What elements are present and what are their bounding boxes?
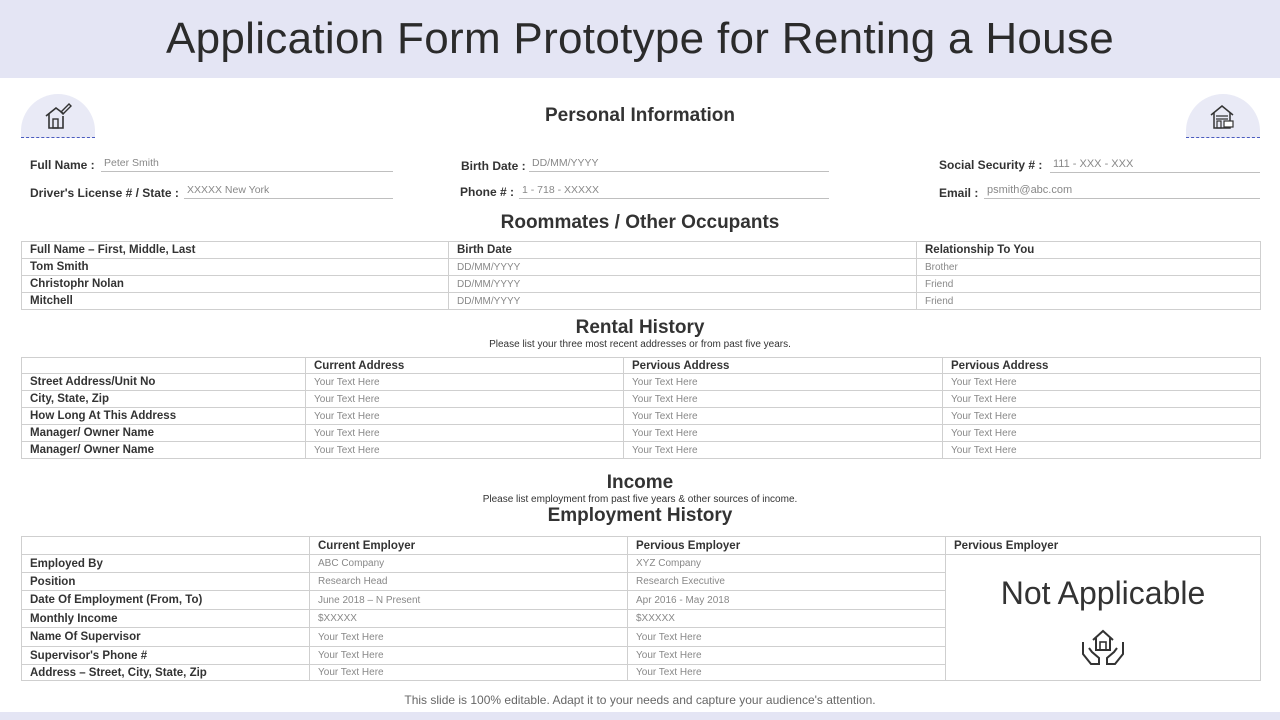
table-row bbox=[22, 425, 1261, 442]
rental-cell[interactable]: Your Text Here bbox=[943, 391, 1261, 408]
employment-cell[interactable]: ABC Company bbox=[310, 555, 628, 573]
roommate-birth[interactable]: DD/MM/YYYY bbox=[449, 293, 917, 310]
bottom-strip bbox=[0, 712, 1280, 720]
income-heading: Income bbox=[606, 472, 674, 493]
not-applicable-cell bbox=[946, 555, 1261, 681]
income-subheading: Please list employment from past five years & other sources of income. bbox=[482, 494, 798, 505]
rental-cell[interactable]: Your Text Here bbox=[306, 391, 624, 408]
hands-house-icon bbox=[1079, 622, 1127, 668]
rental-cell[interactable]: Your Text Here bbox=[943, 374, 1261, 391]
employment-cell[interactable]: Your Text Here bbox=[310, 628, 628, 647]
rental-cell[interactable]: Your Text Here bbox=[624, 391, 943, 408]
roommate-relationship[interactable]: Brother bbox=[917, 259, 1261, 276]
rental-history-heading: Rental History bbox=[575, 317, 705, 338]
roommate-relationship[interactable]: Friend bbox=[917, 276, 1261, 293]
rental-row-label: Street Address/Unit No bbox=[22, 374, 306, 391]
table-row bbox=[22, 259, 1261, 276]
roommate-name[interactable]: Christophr Nolan bbox=[22, 276, 449, 293]
roommate-birth[interactable]: DD/MM/YYYY bbox=[449, 276, 917, 293]
rental-cell[interactable]: Your Text Here bbox=[943, 425, 1261, 442]
employment-row-label: Name Of Supervisor bbox=[22, 628, 310, 647]
email-field[interactable]: psmith@abc.com bbox=[984, 184, 1260, 199]
employment-cell[interactable]: $XXXXX bbox=[310, 610, 628, 628]
phone-label: Phone # : bbox=[460, 185, 515, 199]
rental-cell[interactable]: Your Text Here bbox=[306, 408, 624, 425]
employment-history-heading: Employment History bbox=[547, 505, 733, 526]
employment-history-table bbox=[21, 536, 1261, 681]
rental-row-label: Manager/ Owner Name bbox=[22, 425, 306, 442]
employment-col-current: Current Employer bbox=[310, 537, 628, 555]
table-row bbox=[22, 408, 1261, 425]
roommates-heading: Roommates / Other Occupants bbox=[500, 212, 780, 233]
employment-cell[interactable]: Your Text Here bbox=[628, 628, 946, 647]
employment-row-label: Supervisor's Phone # bbox=[22, 647, 310, 665]
roommates-table bbox=[21, 241, 1261, 310]
employment-col-blank bbox=[22, 537, 310, 555]
phone-field[interactable]: 1 - 718 - XXXXX bbox=[519, 184, 829, 199]
rental-cell[interactable]: Your Text Here bbox=[624, 425, 943, 442]
roommate-relationship[interactable]: Friend bbox=[917, 293, 1261, 310]
not-applicable-text: Not Applicable bbox=[1000, 575, 1206, 611]
full-name-label: Full Name : bbox=[30, 158, 95, 172]
employment-row-label: Monthly Income bbox=[22, 610, 310, 628]
employment-cell[interactable]: XYZ Company bbox=[628, 555, 946, 573]
table-row bbox=[22, 555, 1261, 573]
employment-cell[interactable]: Apr 2016 - May 2018 bbox=[628, 591, 946, 610]
footer-note: This slide is 100% editable. Adapt it to your needs and capture your audience's attention. bbox=[404, 693, 876, 707]
roommate-name[interactable]: Mitchell bbox=[22, 293, 449, 310]
rental-row-label: How Long At This Address bbox=[22, 408, 306, 425]
email-label: Email : bbox=[939, 186, 979, 200]
rental-col-previous-2: Pervious Address bbox=[943, 358, 1261, 374]
rental-col-current: Current Address bbox=[306, 358, 624, 374]
roommates-col-name: Full Name – First, Middle, Last bbox=[22, 242, 449, 259]
table-row bbox=[22, 442, 1261, 459]
employment-row-label: Date Of Employment (From, To) bbox=[22, 591, 310, 610]
employment-col-previous-1: Pervious Employer bbox=[628, 537, 946, 555]
employment-col-previous-2: Pervious Employer bbox=[946, 537, 1261, 555]
ssn-label: Social Security # : bbox=[939, 158, 1043, 172]
birth-date-label: Birth Date : bbox=[461, 159, 526, 173]
employment-row-label: Address – Street, City, State, Zip bbox=[22, 665, 310, 681]
rental-col-previous-1: Pervious Address bbox=[624, 358, 943, 374]
table-row bbox=[22, 391, 1261, 408]
full-name-field[interactable]: Peter Smith bbox=[101, 157, 393, 172]
rental-cell[interactable]: Your Text Here bbox=[306, 442, 624, 459]
rental-cell[interactable]: Your Text Here bbox=[943, 442, 1261, 459]
employment-cell[interactable]: June 2018 – N Present bbox=[310, 591, 628, 610]
rental-cell[interactable]: Your Text Here bbox=[306, 425, 624, 442]
page-title: Application Form Prototype for Renting a House bbox=[165, 14, 1115, 63]
table-row bbox=[22, 293, 1261, 310]
birth-date-field[interactable]: DD/MM/YYYY bbox=[529, 157, 829, 172]
employment-cell[interactable]: Research Head bbox=[310, 573, 628, 591]
employment-row-label: Position bbox=[22, 573, 310, 591]
rental-cell[interactable]: Your Text Here bbox=[624, 374, 943, 391]
ssn-field[interactable]: 111 - XXX - XXX bbox=[1050, 158, 1260, 173]
rental-cell[interactable]: Your Text Here bbox=[943, 408, 1261, 425]
license-label: Driver's License # / State : bbox=[30, 186, 179, 200]
roommate-name[interactable]: Tom Smith bbox=[22, 259, 449, 276]
employment-row-label: Employed By bbox=[22, 555, 310, 573]
table-row bbox=[22, 374, 1261, 391]
employment-cell[interactable]: $XXXXX bbox=[628, 610, 946, 628]
roommates-col-relationship: Relationship To You bbox=[917, 242, 1261, 259]
employment-cell[interactable]: Your Text Here bbox=[310, 647, 628, 665]
employment-cell[interactable]: Your Text Here bbox=[310, 665, 628, 681]
rental-row-label: City, State, Zip bbox=[22, 391, 306, 408]
rental-row-label: Manager/ Owner Name bbox=[22, 442, 306, 459]
personal-info-heading: Personal Information bbox=[544, 105, 736, 126]
employment-cell[interactable]: Your Text Here bbox=[628, 647, 946, 665]
roommate-birth[interactable]: DD/MM/YYYY bbox=[449, 259, 917, 276]
rental-cell[interactable]: Your Text Here bbox=[624, 408, 943, 425]
rental-history-table bbox=[21, 357, 1261, 459]
rental-cell[interactable]: Your Text Here bbox=[306, 374, 624, 391]
roommates-col-birth: Birth Date bbox=[449, 242, 917, 259]
license-field[interactable]: XXXXX New York bbox=[184, 184, 393, 199]
rental-cell[interactable]: Your Text Here bbox=[624, 442, 943, 459]
rental-history-subheading: Please list your three most recent addresses or from past five years. bbox=[489, 339, 791, 350]
table-row bbox=[22, 276, 1261, 293]
employment-cell[interactable]: Your Text Here bbox=[628, 665, 946, 681]
employment-cell[interactable]: Research Executive bbox=[628, 573, 946, 591]
rental-col-blank bbox=[22, 358, 306, 374]
